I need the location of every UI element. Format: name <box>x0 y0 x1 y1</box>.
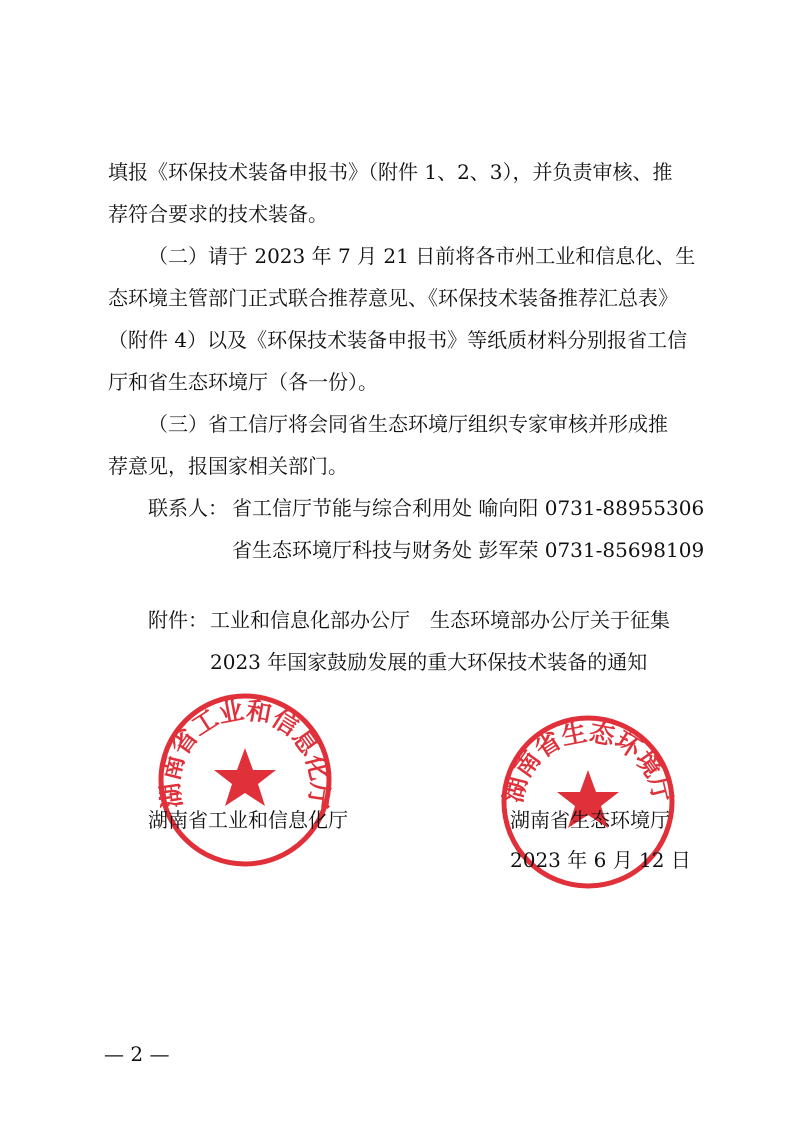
signer-right: 湖南省生态环境厅 <box>510 808 670 832</box>
right-seal-text: 湖南省生态环境厅 <box>498 717 678 806</box>
contact-line-2: 省生态环境厅科技与财务处 彭军荣 0731-85698109 <box>232 538 705 562</box>
attachment-line-2: 2023 年国家鼓励发展的重大环保技术装备的通知 <box>210 650 648 674</box>
contact-label: 联系人： <box>148 496 228 520</box>
body-line-1: 填报《环保技术装备申报书》（附件 1、2、3），并负责审核、推 <box>108 160 673 184</box>
attachment-line-1: 工业和信息化部办公厅 生态环境部办公厅关于征集 <box>210 608 670 632</box>
body-line-3: （二）请于 2023 年 7 月 21 日前将各市州工业和信息化、生 <box>148 244 696 268</box>
contact-line-1: 省工信厅节能与综合利用处 喻向阳 0731-88955306 <box>232 496 705 520</box>
attachment-label: 附件： <box>148 608 208 632</box>
page-number: — 2 — <box>104 1042 170 1066</box>
body-line-8: 荐意见，报国家相关部门。 <box>108 454 348 478</box>
body-line-2: 荐符合要求的技术装备。 <box>108 202 328 226</box>
left-seal-star <box>214 748 276 806</box>
signer-left: 湖南省工业和信息化厅 <box>148 808 348 832</box>
body-line-6: 厅和省生态环境厅（各一份）。 <box>108 370 378 394</box>
left-seal-stamp <box>155 690 335 870</box>
left-seal-text: 湖南省工业和信息化厅 <box>155 695 335 811</box>
body-line-7: （三）省工信厅将会同省生态环境厅组织专家审核并形成推 <box>148 412 668 436</box>
body-line-5: （附件 4）以及《环保技术装备申报书》等纸质材料分别报省工信 <box>108 328 688 352</box>
body-line-4: 态环境主管部门正式联合推荐意见、《环保技术装备推荐汇总表》 <box>108 286 678 310</box>
signature-date: 2023 年 6 月 12 日 <box>510 848 691 872</box>
